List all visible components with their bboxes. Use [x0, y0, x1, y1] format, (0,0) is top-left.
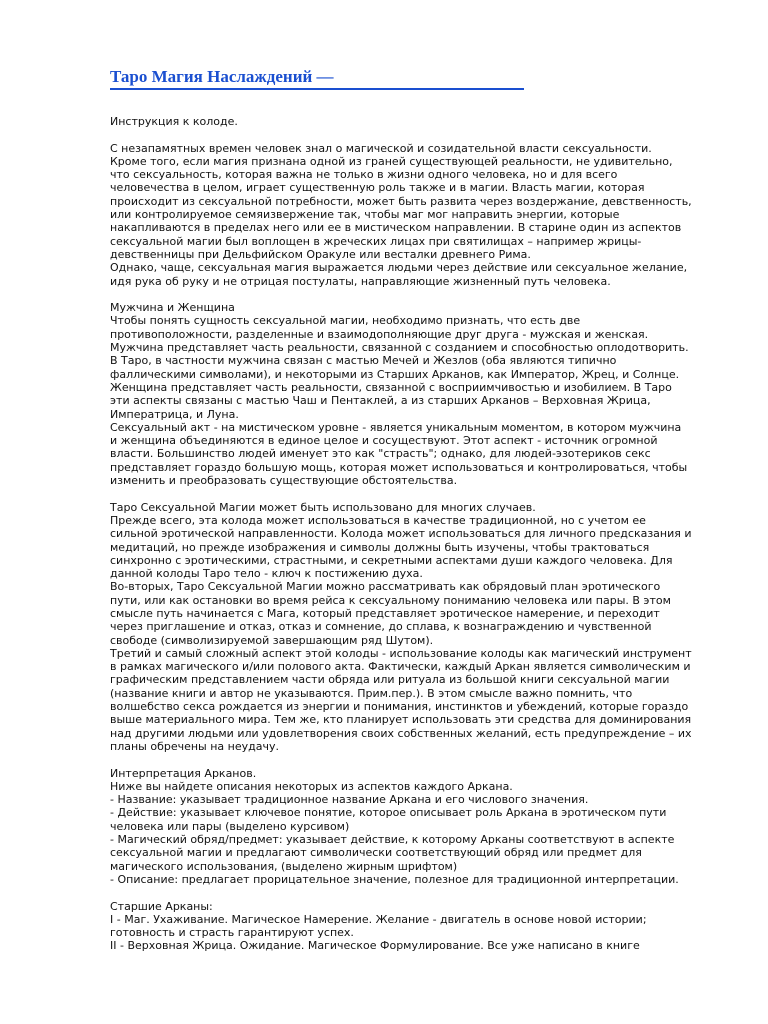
section-uses: [110, 501, 730, 754]
text-line: Мужчина и Женщина: [110, 301, 235, 315]
text-line: Женщина представляет часть реальности, связанной с восприимчивостью и изобилием. В Таро: [110, 380, 672, 394]
text-line: человека или пары (выделено курсивом): [110, 819, 350, 833]
text-line: Императрица, и Луна.: [110, 407, 239, 421]
text-line: I - Маг. Ухаживание. Магическое Намерение. Желание - двигатель в основе новой истории;: [110, 912, 647, 926]
section-interpretation: [110, 767, 730, 887]
section-intro: [110, 115, 730, 128]
text-line: Прежде всего, эта колода может использоваться в качестве традиционной, но с учетом ее: [110, 513, 646, 527]
text-line: Инструкция к колоде.: [110, 115, 238, 128]
text-line: Ниже вы найдете описания некоторых из аспектов каждого Аркана.: [110, 779, 513, 793]
text-line: - Название: указывает традиционное название Аркана и его числового значения.: [110, 793, 589, 807]
paragraph-gap: [110, 886, 730, 899]
text-line: в рамках магического и/или полового акта. Фактически, каждый Аркан является символическим и: [110, 660, 691, 674]
text-line: Третий и самый сложный аспект этой колоды - использование колоды как магический инструмент: [110, 646, 692, 660]
text-line: синхронно с эротическими, страстными, и секретными аспектами души каждого человека. Для: [110, 553, 673, 567]
text-line: свободе (символизируемой завершающим ряд Шутом).: [110, 633, 434, 647]
text-line: выше материального мира. Тем же, кто планирует использовать эти средства для доминирования: [110, 713, 692, 727]
text-line: (название книги и автор не указываются. Прим.пер.). В этом смысле важно помнить, что: [110, 686, 633, 700]
text-line: готовность и страсть гарантируют успех.: [110, 926, 354, 940]
paragraph-gap: [110, 487, 730, 500]
text-line: или контролируемое семяизвержение так, чтобы маг мог направить энергии, которые: [110, 208, 620, 222]
text-line: Чтобы понять сущность сексуальной магии, необходимо признать, что есть две: [110, 314, 581, 328]
text-line: - Магический обряд/предмет: указывает действие, к которому Арканы соответствуют в аспекте: [110, 833, 675, 847]
text-line: пути, или как остановки во время рейса к сексуальному пониманию человека или пары. В этом: [110, 593, 671, 607]
text-line: через приглашение и отказ, отказ и сомнение, до сплава, к вознаграждению и чувственной: [110, 620, 652, 634]
text-line: над другими людьми или удовлетворения своих собственных желаний, есть предупреждение – их: [110, 726, 692, 740]
text-line: Во-вторых, Таро Сексуальной Магии можно рассматривать как обрядовый план эротического: [110, 580, 661, 594]
text-line: сексуальной магии и предлагают символически соответствующий обряд или предмет для: [110, 846, 642, 860]
text-line: - Действие: указывает ключевое понятие, которое описывает роль Аркана в эротическом пути: [110, 806, 667, 820]
text-line: эти аспекты связаны с мастью Чаш и Пентаклей, а из старших Арканов – Верховная Жрица,: [110, 394, 651, 408]
paragraph-gap: [110, 128, 730, 141]
text-line: Однако, чаще, сексуальная магия выражается людьми через действие или сексуальное желание,: [110, 261, 688, 275]
text-line: Кроме того, если магия признана одной из граней существующей реальности, не удивительно,: [110, 154, 673, 168]
text-line: Старшие Арканы:: [110, 899, 213, 913]
text-line: изменить и преобразовать существующие обстоятельства.: [110, 474, 458, 488]
text-line: В Таро, в частности мужчина связан с мастью Мечей и Жезлов (оба являются типично: [110, 354, 617, 368]
text-line: сексуальной магии был воплощен в жреческих лицах при святилищах – например жрицы-: [110, 234, 642, 248]
text-line: данной колоды Таро тело - ключ к постижению духа.: [110, 567, 423, 581]
text-line: противоположности, разделенные и взаимодополняющие друг друга - мужская и женская.: [110, 327, 649, 341]
text-line: волшебство секса рождается из энергии и понимания, инстинктов и убеждений, которые гораздо: [110, 700, 689, 714]
text-line: представляет гораздо большую мощь, которая может использоваться и контролироваться, чтобы: [110, 460, 688, 474]
paragraph-gap: [110, 288, 730, 301]
text-line: что сексуальность, которая важна не только в жизни одного человека, но и для всего: [110, 168, 618, 182]
text-line: идя рука об руку и не отрицая постулаты, направляющие жизненный путь человека.: [110, 274, 611, 288]
text-line: - Описание: предлагает прорицательное значение, полезное для традиционной интерпретации.: [110, 872, 679, 886]
text-line: магического использования, (выделено жирным шрифтом): [110, 859, 458, 873]
text-line: человечества в целом, играет существенную роль также и в магии. Власть магии, которая: [110, 181, 645, 195]
text-line: происходит из сексуальной потребности, может быть развита через воздержание, девственность,: [110, 194, 692, 208]
text-line: фаллическими символами), и некоторыми из Старших Арканов, как Император, Жрец, и Солнце.: [110, 367, 680, 381]
text-line: С незапамятных времен человек знал о магической и созидательной власти сексуальности.: [110, 141, 652, 155]
text-line: смысле путь начинается с Мага, который представляет эротическое намерение, и переходит: [110, 606, 660, 620]
paragraph-gap: [110, 753, 730, 766]
text-line: девственницы при Дельфийском Оракуле или весталки древнего Рима.: [110, 247, 531, 261]
text-line: планы обречены на неудачу.: [110, 739, 279, 753]
document-title[interactable]: Таро Магия Наслаждений —: [110, 67, 524, 90]
section-man-woman: [110, 301, 730, 487]
text-line: власти. Большинство людей именует это как "страсть"; однако, для людей-эзотериков секс: [110, 447, 651, 461]
text-line: Таро Сексуальной Магии может быть использовано для многих случаев.: [110, 500, 536, 514]
text-line: сильной эротической направленности. Колода может использоваться для личного предсказания и: [110, 527, 692, 541]
text-line: Сексуальный акт - на мистическом уровне - является уникальным моментом, в котором мужчина: [110, 420, 682, 434]
text-line: Интерпретация Арканов.: [110, 766, 257, 780]
section-history: [110, 142, 730, 288]
text-line: Мужчина представляет часть реальности, связанной с созданием и способностью оплодотворить.: [110, 341, 689, 355]
text-line: II - Верховная Жрица. Ожидание. Магическое Формулирование. Все уже написано в книге: [110, 939, 640, 953]
section-major-arcana: [110, 900, 730, 953]
text-line: и женщина объединяются в единое целое и сосуществуют. Этот аспект - источник огромной: [110, 434, 658, 448]
document-body: [110, 115, 730, 953]
text-line: графическим представлением части обряда или ритуала из большой книги сексуальной магии: [110, 673, 670, 687]
text-line: накапливаются в пределах него или ее в мистическом направлении. В старине один из аспектов: [110, 221, 682, 235]
text-line: медитаций, но прежде изображения и символы должны быть изучены, чтобы трактоваться: [110, 540, 650, 554]
